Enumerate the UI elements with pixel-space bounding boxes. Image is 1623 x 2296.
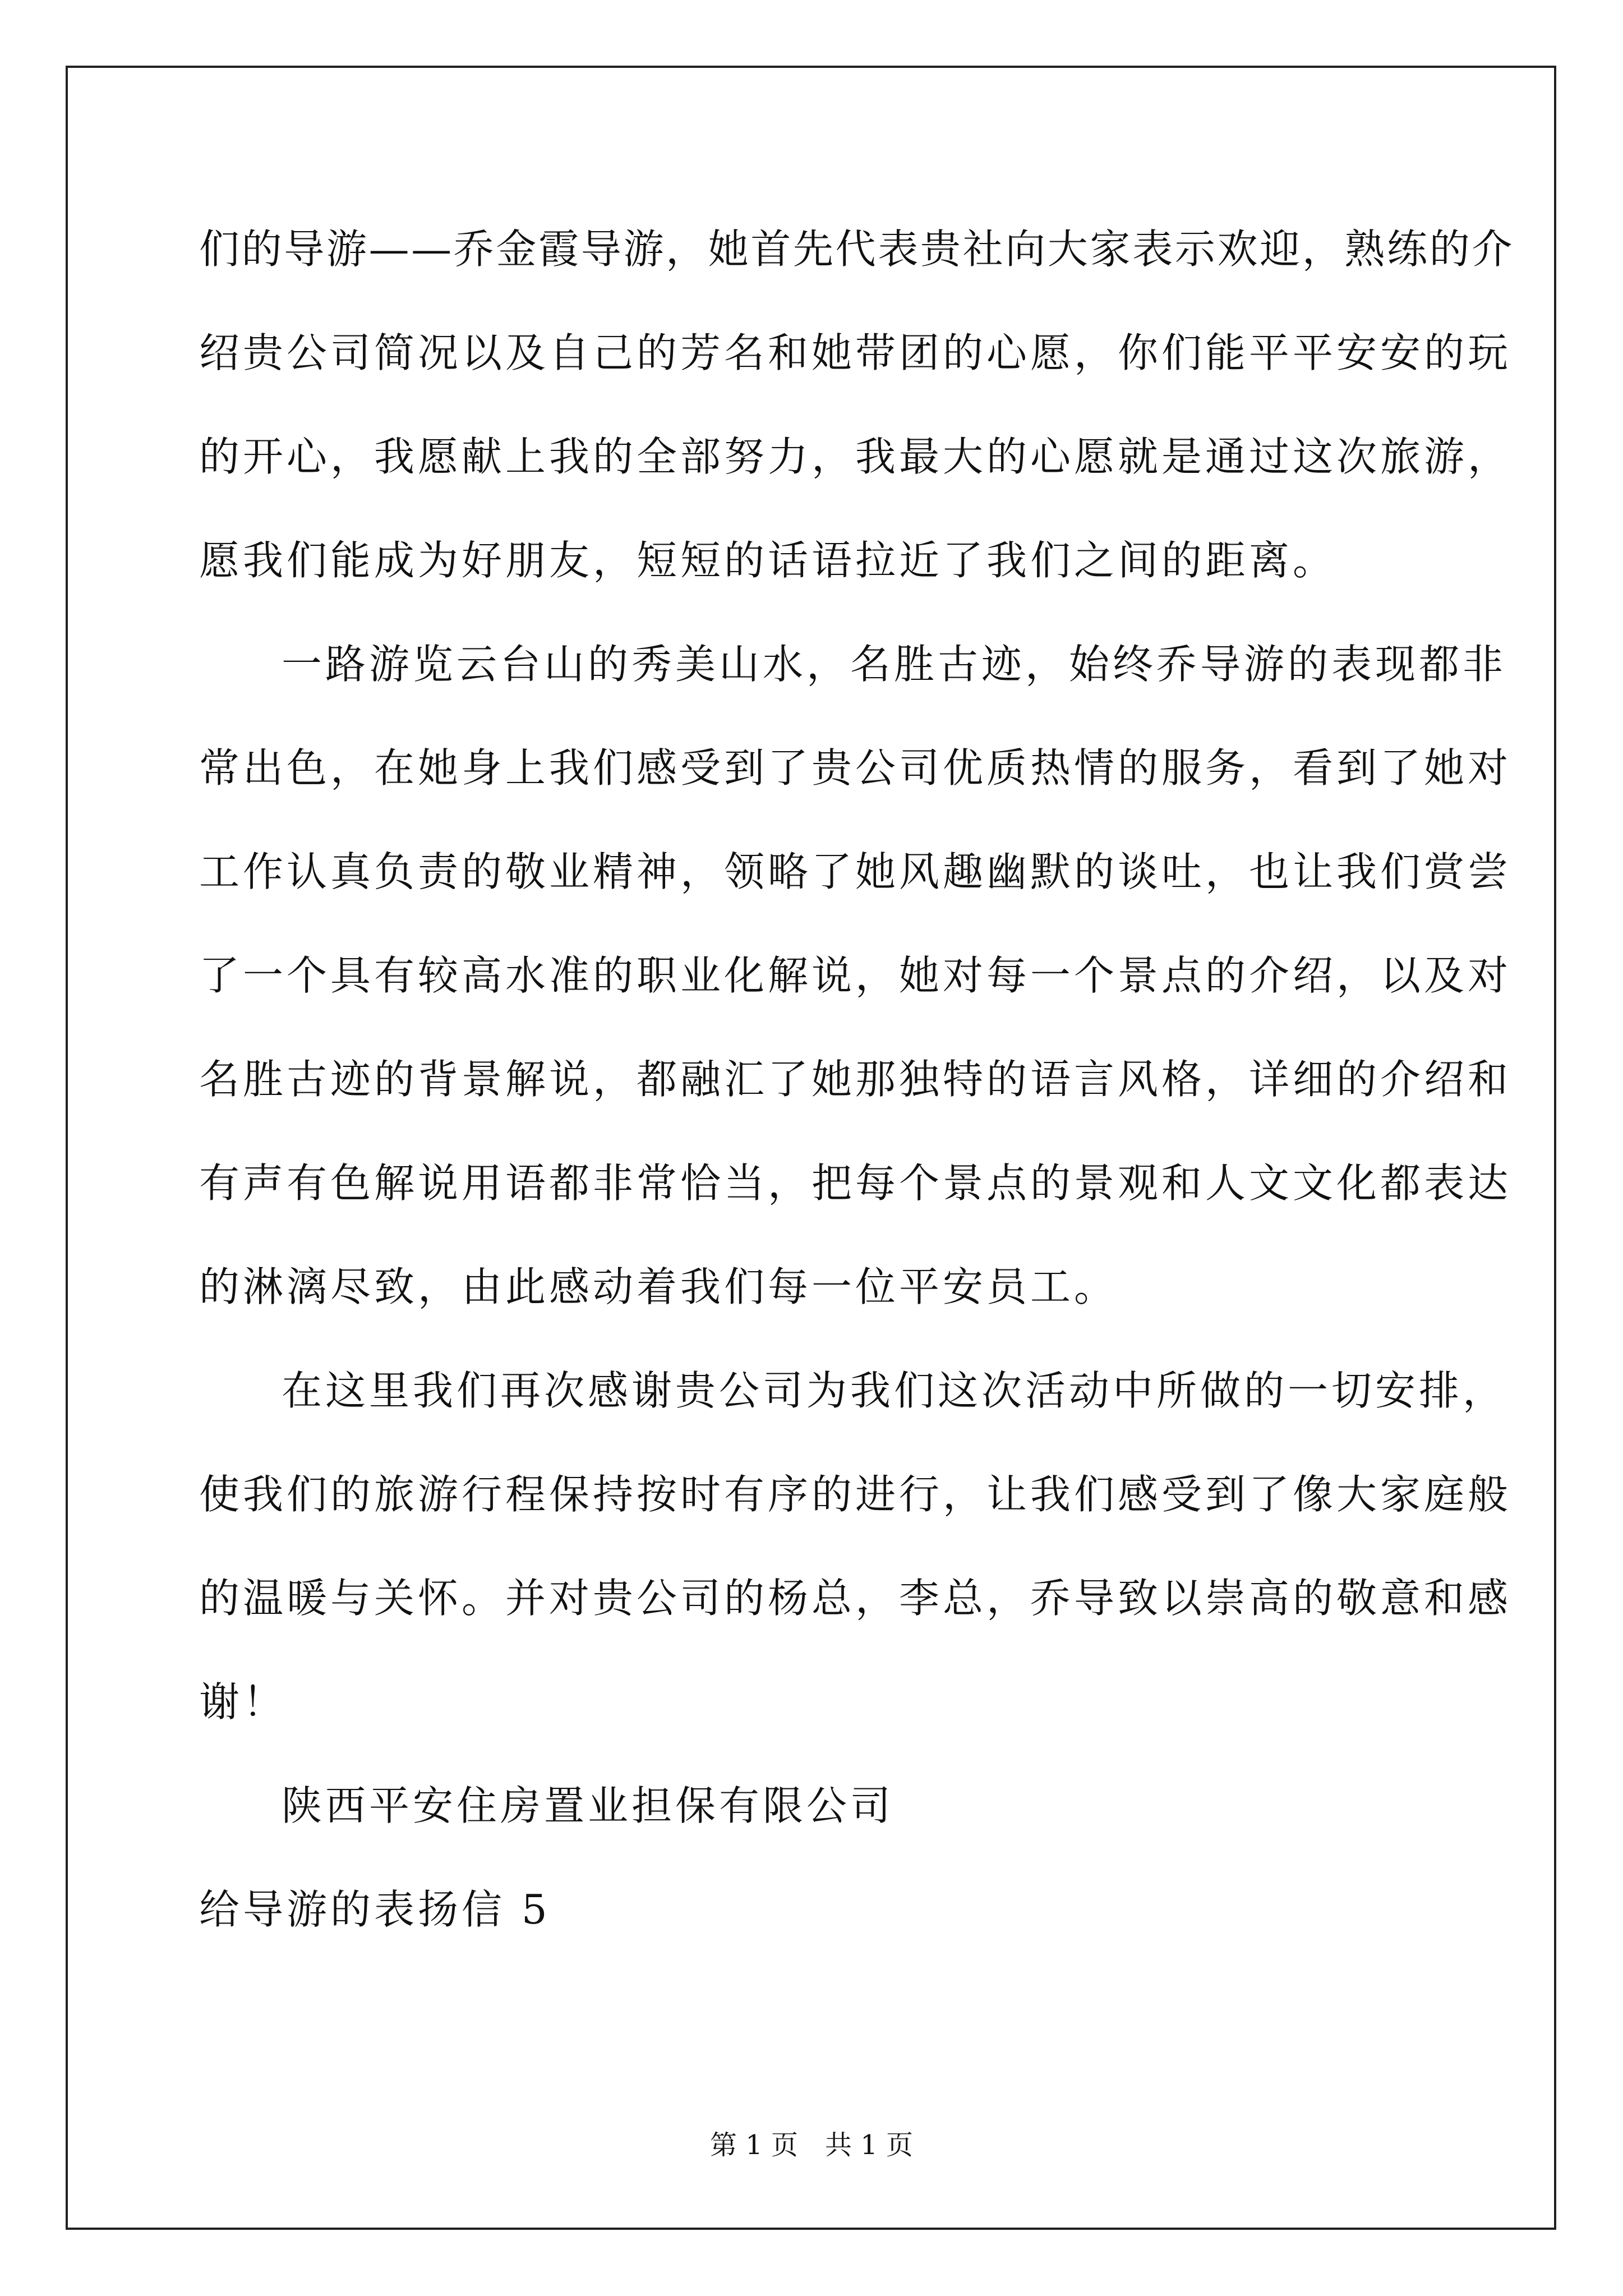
signature: 陕西平安住房置业担保有限公司 xyxy=(282,1782,895,1829)
text-line: 了一个具有较高水准的职业化解说，她对每一个景点的介绍，以及对 xyxy=(199,952,1512,999)
text-line: 有声有色解说用语都非常恰当，把每个景点的景观和人文文化都表达 xyxy=(199,1159,1512,1207)
text-line: 的开心，我愿献上我的全部努力，我最大的心愿就是通过这次旅游， xyxy=(199,433,1512,480)
text-line: 的淋漓尽致，由此感动着我们每一位平安员工。 xyxy=(199,1263,1118,1310)
text-line: 绍贵公司简况以及自己的芳名和她带团的心愿，你们能平平安安的玩 xyxy=(199,329,1512,376)
text-line: 工作认真负责的敬业精神，领略了她风趣幽默的谈吐，也让我们赏尝 xyxy=(199,848,1512,895)
text-line: 谢！ xyxy=(199,1678,287,1726)
text-line: 们的导游——乔金霞导游，她首先代表贵社向大家表示欢迎，熟练的介 xyxy=(199,226,1515,273)
text-line: 愿我们能成为好朋友，短短的话语拉近了我们之间的距离。 xyxy=(199,537,1337,584)
text-line: 使我们的旅游行程保持按时有序的进行，让我们感受到了像大家庭般 xyxy=(199,1471,1512,1518)
text-line: 常出色，在她身上我们感受到了贵公司优质热情的服务，看到了她对 xyxy=(199,744,1512,792)
text-line: 一路游览云台山的秀美山水，名胜古迹，始终乔导游的表现都非 xyxy=(282,641,1507,688)
page-footer: 第 1 页 共 1 页 xyxy=(709,2129,914,2161)
text-line: 的温暖与关怀。并对贵公司的杨总，李总，乔导致以崇高的敬意和感 xyxy=(199,1575,1512,1622)
next-letter-title: 给导游的表扬信 5 xyxy=(199,1886,551,1933)
text-line: 名胜古迹的背景解说，都融汇了她那独特的语言风格，详细的介绍和 xyxy=(199,1056,1512,1103)
text-line: 在这里我们再次感谢贵公司为我们这次活动中所做的一切安排， xyxy=(282,1367,1507,1414)
